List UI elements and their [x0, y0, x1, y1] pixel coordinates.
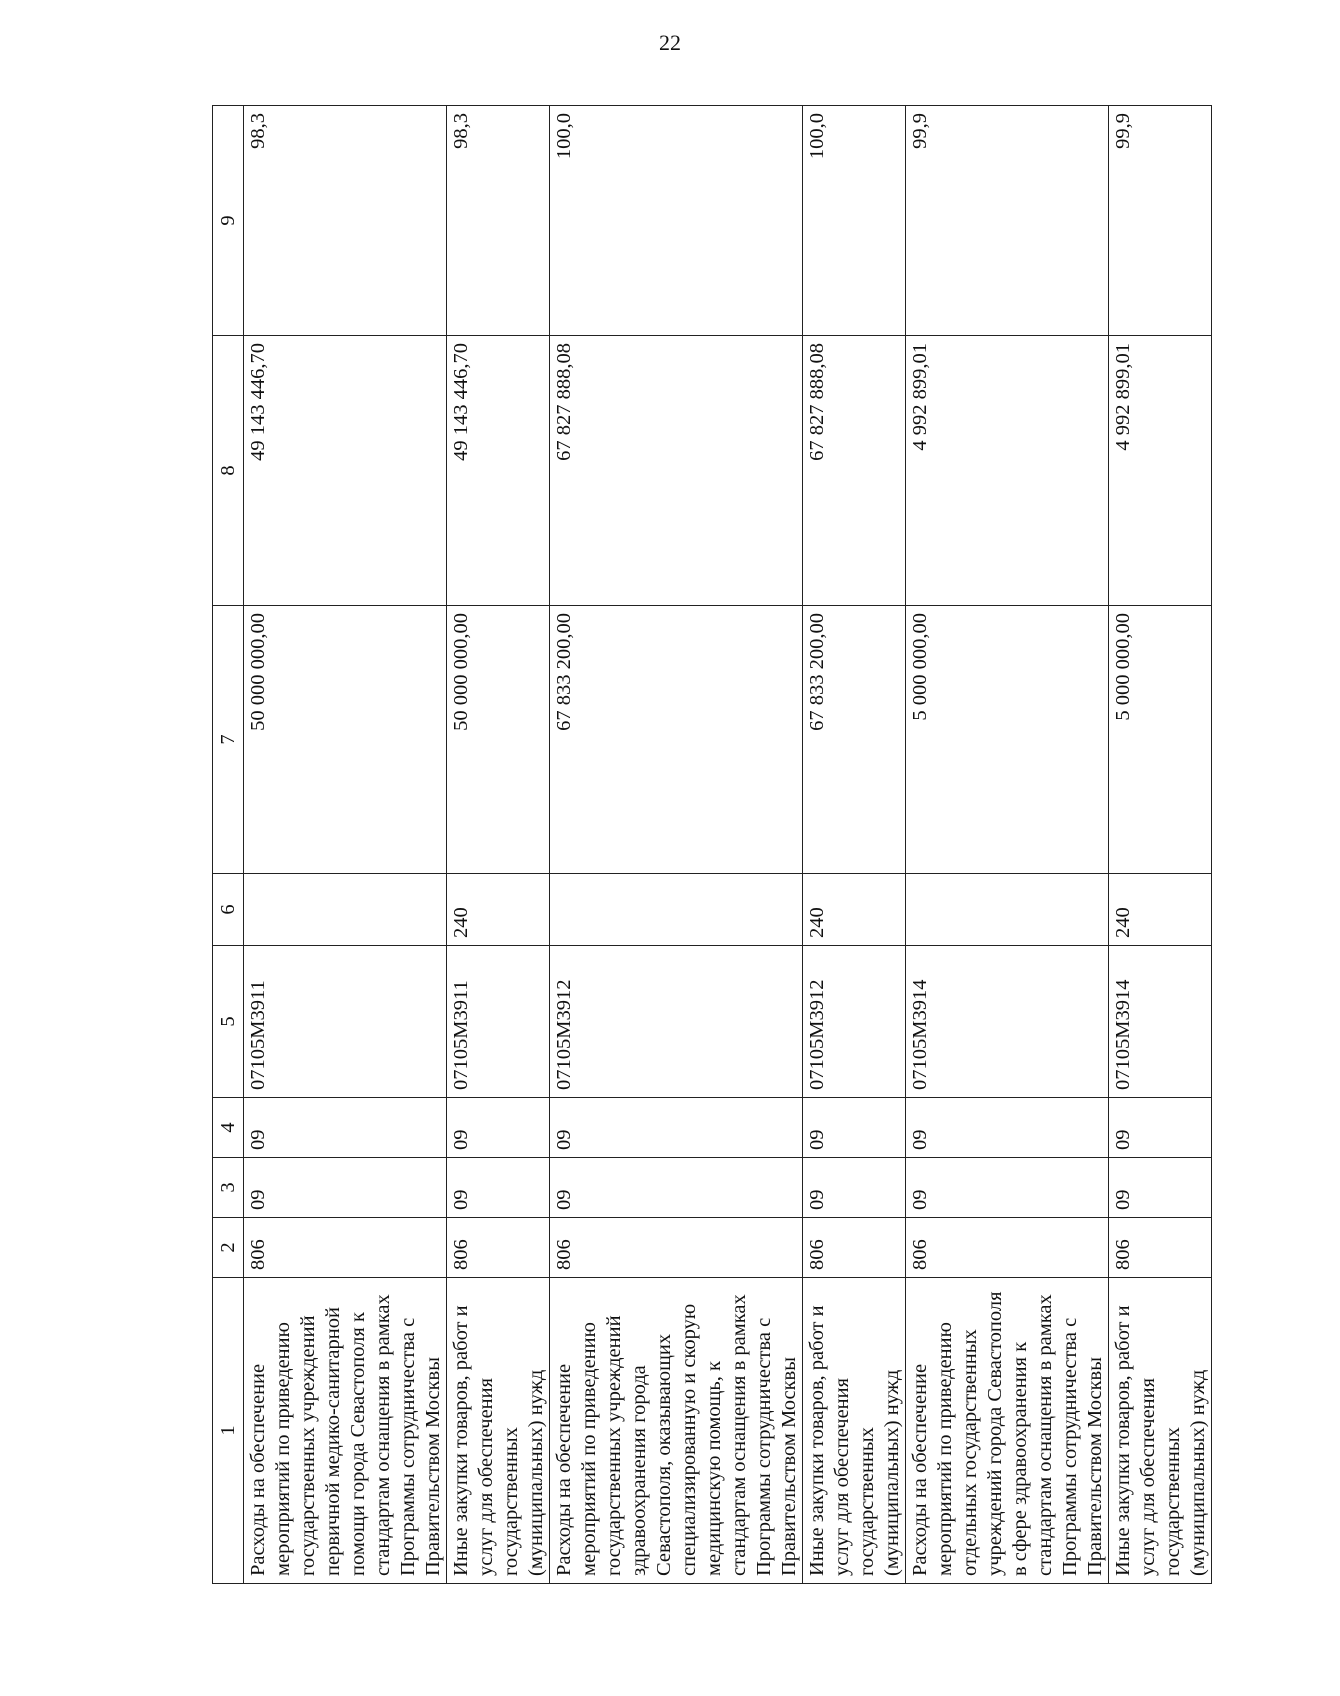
- actual-amount: 67 827 888,08: [803, 336, 906, 606]
- section-code: 09: [906, 1158, 1109, 1218]
- column-number: 9: [213, 106, 244, 336]
- budget-table: [212, 105, 1212, 1584]
- column-number: 2: [213, 1218, 244, 1278]
- execution-percent: 99,9: [1109, 106, 1212, 336]
- planned-amount: 5 000 000,00: [1109, 606, 1212, 874]
- section-code: 09: [803, 1158, 906, 1218]
- actual-amount: 4 992 899,01: [906, 336, 1109, 606]
- expense-name: Расходы на обеспечение мероприятий по приведению государственных учреждений первичной медико-санитарной помощи города Севастополя к стандартам оснащения в рамках Программы сотрудничества с Правительством Москвы: [244, 1278, 447, 1584]
- section-code: 09: [244, 1158, 447, 1218]
- expense-name: Расходы на обеспечение мероприятий по приведению отдельных государственных учреждений города Севастополя в сфере здравоохранения к стандартам оснащения в рамках Программы сотрудничества с Правительством Москвы: [906, 1278, 1109, 1584]
- actual-amount: 4 992 899,01: [1109, 336, 1212, 606]
- actual-amount: 49 143 446,70: [447, 336, 550, 606]
- table-row: [906, 106, 1109, 1584]
- section-code: 09: [1109, 1158, 1212, 1218]
- subsection-code: 09: [803, 1098, 906, 1158]
- subsection-code: 09: [244, 1098, 447, 1158]
- column-number: 3: [213, 1158, 244, 1218]
- execution-percent: 100,0: [550, 106, 803, 336]
- table-row: [1109, 106, 1212, 1584]
- expense-type: 240: [1109, 874, 1212, 946]
- subsection-code: 09: [447, 1098, 550, 1158]
- column-number: 8: [213, 336, 244, 606]
- expense-type: 240: [803, 874, 906, 946]
- table-row: [447, 106, 550, 1584]
- expense-type: [550, 874, 803, 946]
- target-article: 07105М3911: [244, 946, 447, 1098]
- planned-amount: 67 833 200,00: [803, 606, 906, 874]
- page-number: 22: [659, 30, 681, 55]
- subsection-code: 09: [550, 1098, 803, 1158]
- execution-percent: 99,9: [906, 106, 1109, 336]
- ministry-code: 806: [906, 1218, 1109, 1278]
- target-article: 07105М3911: [447, 946, 550, 1098]
- column-number-row: [213, 106, 244, 1584]
- section-code: 09: [447, 1158, 550, 1218]
- column-number: 4: [213, 1098, 244, 1158]
- table-row: [550, 106, 803, 1584]
- table-row: [244, 106, 447, 1584]
- planned-amount: 50 000 000,00: [447, 606, 550, 874]
- expense-type: [244, 874, 447, 946]
- expense-type: [906, 874, 1109, 946]
- planned-amount: 50 000 000,00: [244, 606, 447, 874]
- ministry-code: 806: [244, 1218, 447, 1278]
- subsection-code: 09: [1109, 1098, 1212, 1158]
- ministry-code: 806: [550, 1218, 803, 1278]
- expense-name: Иные закупки товаров, работ и услуг для обеспечения государственных (муниципальных) нужд: [803, 1278, 906, 1584]
- planned-amount: 67 833 200,00: [550, 606, 803, 874]
- ministry-code: 806: [803, 1218, 906, 1278]
- target-article: 07105М3914: [1109, 946, 1212, 1098]
- column-number: 6: [213, 874, 244, 946]
- actual-amount: 49 143 446,70: [244, 336, 447, 606]
- planned-amount: 5 000 000,00: [906, 606, 1109, 874]
- table-row: [803, 106, 906, 1584]
- ministry-code: 806: [447, 1218, 550, 1278]
- ministry-code: 806: [1109, 1218, 1212, 1278]
- target-article: 07105М3914: [906, 946, 1109, 1098]
- column-number: 5: [213, 946, 244, 1098]
- expense-name: Иные закупки товаров, работ и услуг для обеспечения государственных (муниципальных) нужд: [447, 1278, 550, 1584]
- actual-amount: 67 827 888,08: [550, 336, 803, 606]
- expense-name: Расходы на обеспечение мероприятий по приведению государственных учреждений здравоохранения города Севастополя, оказывающих специализированную и скорую медицинскую помощь, к стандартам оснащения в рамках Программы сотрудничества с Правительством Москвы: [550, 1278, 803, 1584]
- section-code: 09: [550, 1158, 803, 1218]
- execution-percent: 98,3: [447, 106, 550, 336]
- rotated-table-frame: [212, 106, 1209, 1584]
- subsection-code: 09: [906, 1098, 1109, 1158]
- column-number: 1: [213, 1278, 244, 1584]
- target-article: 07105М3912: [803, 946, 906, 1098]
- execution-percent: 98,3: [244, 106, 447, 336]
- target-article: 07105М3912: [550, 946, 803, 1098]
- expense-name: Иные закупки товаров, работ и услуг для обеспечения государственных (муниципальных) нужд: [1109, 1278, 1212, 1584]
- expense-type: 240: [447, 874, 550, 946]
- execution-percent: 100,0: [803, 106, 906, 336]
- column-number: 7: [213, 606, 244, 874]
